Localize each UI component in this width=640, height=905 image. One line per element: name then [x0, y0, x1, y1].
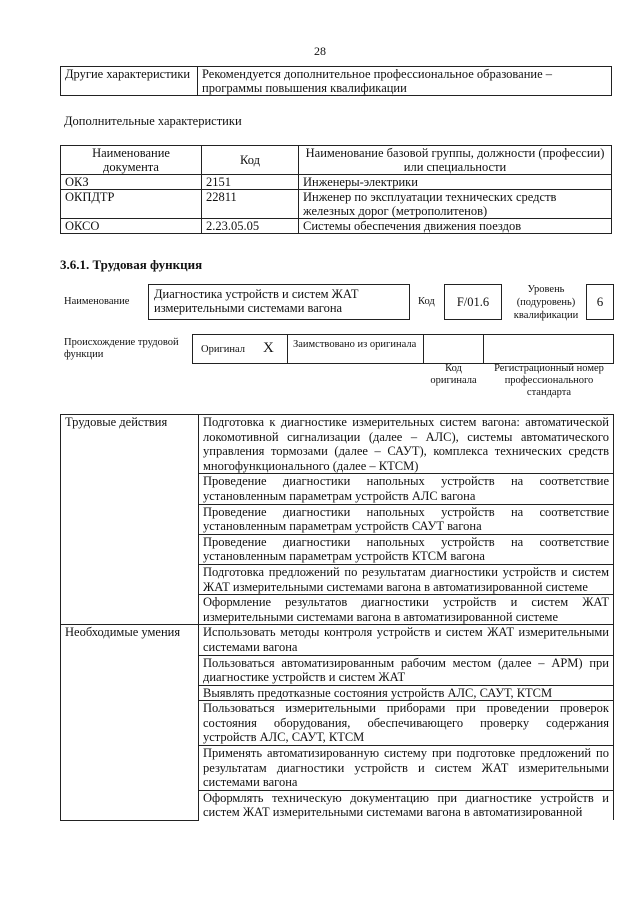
origin-label: Происхождение трудовой функции: [64, 337, 179, 360]
level-label: Уровень (подуровень) квалификации: [513, 284, 579, 321]
doc-row-title: Системы обеспечения движения поездов: [299, 219, 612, 234]
function-code-label: Код: [418, 296, 435, 307]
skill-item: Применять автоматизированную систему при подготовке предложений по результатам диагностики устройств и систем ЖАТ измерительными системами вагона: [199, 746, 614, 791]
borrowed-label: Заимствовано из оригинала: [293, 339, 417, 350]
doc-header-title: Наименование базовой группы, должности (профессии) или специальности: [299, 146, 612, 175]
skill-item: Использовать методы контроля устройств и систем ЖАТ измерительными системами вагона: [199, 625, 614, 655]
other-chars-label: Другие характеристики: [61, 67, 198, 96]
function-code-value: F/01.6: [444, 284, 502, 320]
section-title: 3.6.1. Трудовая функция: [60, 257, 203, 272]
function-name-value: Диагностика устройств и систем ЖАТ измерительными системами вагона: [148, 284, 410, 320]
function-name-label: Наименование: [64, 296, 130, 307]
work-action-item: Оформление результатов диагностики устройств и систем ЖАТ измерительными системами вагона в автоматизированной системе: [199, 595, 614, 625]
doc-row-title: Инженеры-электрики: [299, 175, 612, 190]
doc-row-name: ОКЗ: [61, 175, 202, 190]
borrowed-box: [287, 334, 424, 364]
code-orig-label: Код оригинала: [430, 363, 477, 386]
work-action-item: Подготовка к диагностике измерительных систем вагона: автоматической локомотивной сигнализации (далее – АЛС), системы автоматического управления тормозами (далее – САУТ), комплекса технических средств многофункционального (далее – КТСМ): [199, 415, 614, 474]
other-characteristics-table: [60, 66, 612, 96]
skill-item: Пользоваться автоматизированным рабочим местом (далее – АРМ) при диагностике устройств и систем ЖАТ: [199, 655, 614, 685]
skills-label: Необходимые умения: [61, 625, 199, 820]
doc-header-name: Наименование документа: [61, 146, 202, 175]
doc-row-code: 2.23.05.05: [202, 219, 299, 234]
work-action-item: Проведение диагностики напольных устройств на соответствие установленным параметрам устройств САУТ вагона: [199, 504, 614, 534]
skill-item: Выявлять предотказные состояния устройств АЛС, САУТ, КТСМ: [199, 685, 614, 701]
doc-row-code: 22811: [202, 190, 299, 219]
work-action-item: Подготовка предложений по результатам диагностики устройств и систем ЖАТ измерительными системами вагона в автоматизированной системе: [199, 564, 614, 594]
additional-title: Дополнительные характеристики: [64, 114, 242, 128]
work-actions-label: Трудовые действия: [61, 415, 199, 625]
doc-row-name: ОКПДТР: [61, 190, 202, 219]
main-table: [60, 414, 614, 821]
doc-row-title: Инженер по эксплуатации технических средств железных дорог (метрополитенов): [299, 190, 612, 219]
skill-item: Оформлять техническую документацию при диагностике устройств и систем ЖАТ измерительными системами вагона в автоматизированной: [199, 790, 614, 820]
original-label: Оригинал: [201, 344, 245, 355]
level-value: 6: [586, 284, 614, 320]
doc-row-name: ОКСО: [61, 219, 202, 234]
original-mark: X: [263, 340, 274, 356]
page-number: 28: [314, 44, 326, 58]
other-chars-value: Рекомендуется дополнительное профессиональное образование – программы повышения квалификации: [198, 67, 612, 96]
document-table: [60, 145, 612, 234]
skill-item: Пользоваться измерительными приборами при проведении проверок состояния оборудования, обеспечивающего проверку содержания устройств АЛС, САУТ, КТСМ: [199, 701, 614, 746]
reg-num-box: [483, 334, 614, 364]
original-box: [192, 334, 288, 364]
work-action-item: Проведение диагностики напольных устройств на соответствие установленным параметрам устройств КТСМ вагона: [199, 534, 614, 564]
doc-header-code: Код: [202, 146, 299, 175]
work-action-item: Проведение диагностики напольных устройств на соответствие установленным параметрам устройств АЛС вагона: [199, 474, 614, 504]
code-orig-box: [423, 334, 484, 364]
reg-num-label: Регистрационный номер профессионального стандарта: [494, 363, 604, 398]
doc-row-code: 2151: [202, 175, 299, 190]
